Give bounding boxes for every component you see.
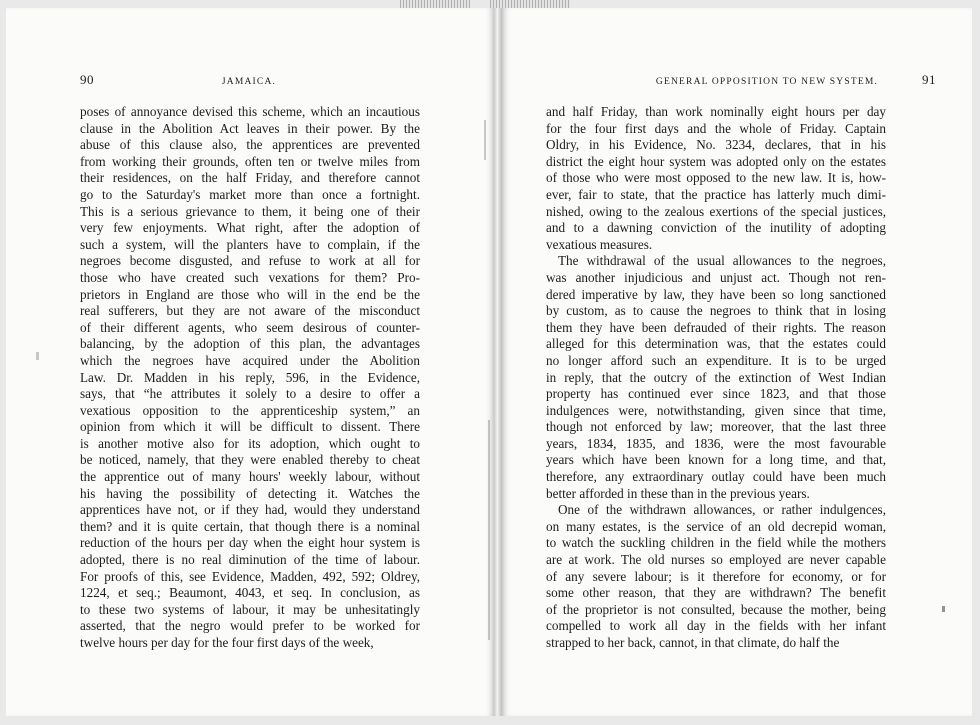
text-line: opinion from which it will be difficult to dissent. There (80, 419, 420, 435)
text-line: some other reason, that they are withdrawn? The benefit (546, 585, 886, 601)
text-line: prietors in England are those who will in the end be the (80, 286, 420, 302)
text-line: For proofs of this, see Evidence, Madden, 492, 592; Oldrey, (80, 568, 420, 584)
text-line: was another injudicious and unjust act. Though not ren- (546, 269, 886, 285)
text-line: alleged for this determination was, that the estates could (546, 336, 886, 352)
scan-speck (484, 120, 486, 160)
text-line: 1224, et seq.; Beaumont, 4043, et seq. In conclusion, as (80, 585, 420, 601)
left-page-body (80, 104, 420, 652)
text-line: real sufferers, but they are not aware of the misconduct (80, 303, 420, 319)
text-line: says, that “he attributes it solely to a desire to offer a (80, 386, 420, 402)
text-line: their residences, on the half Friday, and therefore cannot (80, 170, 420, 186)
text-line: twelve hours per day for the four first days of the week, (80, 635, 374, 650)
text-line: of the proprietor is not consulted, because the mother, being (546, 601, 886, 617)
text-line: clause in the Abolition Act leaves in their power. By the (80, 120, 420, 136)
text-line: Law. Dr. Madden in his reply, 596, in the Evidence, (80, 369, 420, 385)
right-page (502, 8, 972, 716)
left-page-number: 90 (80, 72, 94, 87)
text-line: is another motive also for its adoption, which ought to (80, 435, 420, 451)
scan-speck (36, 352, 39, 360)
book-gutter (494, 8, 502, 716)
text-line: compelled to work all day in the fields with her infant (546, 618, 886, 634)
text-line: them they have been defrauded of their rights. The reason (546, 319, 886, 335)
text-line: on many estates, is the service of an old decrepid woman, (546, 518, 886, 534)
text-line: balancing, by the adoption of this plan, the advantages (80, 336, 420, 352)
text-line: though not enforced by law; moreover, that the last three (546, 419, 886, 435)
text-line: to these two systems of labour, it may be unhesitatingly (80, 601, 420, 617)
text-line: them? and it is quite certain, that though there is a nominal (80, 518, 420, 534)
text-line: the apprentice out of many hours' weekly labour, without (80, 469, 420, 485)
text-line: years, 1834, 1835, and 1836, were the most favourable (546, 435, 886, 451)
right-page-header (596, 72, 936, 88)
right-page-number: 91 (921, 72, 936, 87)
text-line: vexatious measures. (546, 236, 653, 252)
text-line: years which have been known for a long time, and that, (546, 452, 886, 468)
text-line: very few enjoyments. What right, after the adoption of (80, 220, 420, 236)
text-line: go to the Saturday's market more than once a fortnight. (80, 186, 420, 202)
text-line: in reply, that the outcry of the extinction of West Indian (546, 369, 886, 385)
text-line: and to a dawning conviction of the inutility of adopting (546, 220, 886, 236)
text-line: poses of annoyance devised this scheme, which an incautious (80, 104, 420, 119)
text-line: by custom, as to cause the negroes to think that in losing (546, 303, 886, 319)
right-page-body (546, 104, 886, 652)
text-line: dered imperative by law, they have been so long sanctioned (546, 286, 886, 302)
text-line: strapped to her back, cannot, in that climate, do half the (546, 635, 840, 650)
right-running-title: GENERAL OPPOSITION TO NEW SYSTEM. (655, 77, 879, 87)
text-line: and half Friday, than work nominally eight hours per day (546, 104, 886, 119)
text-line: better afforded in these than in the previous years. (546, 485, 810, 501)
text-line: apprentices have not, or if they had, would they understand (80, 502, 420, 518)
text-line: of those who were most opposed to the new law. It is, how- (546, 170, 886, 186)
text-line: indulgences were, notwithstanding, given since that time, (546, 402, 886, 418)
text-line: reduction of the hours per day when the eight hour system is (80, 535, 420, 551)
text-line: such a system, will the planters have to complain, if the (80, 236, 420, 252)
text-line: vexatious opposition to the apprenticeship system,” an (80, 402, 420, 418)
text-line: no longer afford such an expenditure. It is to be urged (546, 352, 886, 368)
text-line: to watch the suckling children in the field while the mothers (546, 535, 886, 551)
text-line: One of the withdrawn allowances, or rather indulgences, (558, 502, 886, 518)
text-line: which the negroes have acquired under the Abolition (80, 352, 420, 368)
text-line: his having the possibility of detecting it. Watches the (80, 485, 420, 501)
left-page-header (80, 72, 420, 88)
scan-speck (488, 420, 490, 640)
text-line: for the four first days and the whole of Friday. Captain (546, 120, 886, 136)
left-page (6, 8, 494, 716)
text-line: of any severe labour; is it therefore for economy, or for (546, 568, 886, 584)
text-line: from working their grounds, often ten or twelve miles from (80, 153, 420, 169)
text-line: are at work. The old nurses so employed are never capable (546, 552, 886, 568)
text-line: The withdrawal of the usual allowances to the negroes, (558, 253, 886, 269)
text-line: district the eight hour system was adopted only on the estates (546, 153, 886, 169)
text-line: be noticed, namely, that they were enabled thereby to cheat (80, 452, 420, 468)
left-running-title: JAMAICA. (221, 77, 277, 87)
text-line: This is a serious grievance to them, it being one of their (80, 203, 420, 219)
text-line: asserted, that the negro would prefer to be worked for (80, 618, 420, 634)
text-line: nished, owing to the zealous exertions of the special justices, (546, 203, 886, 219)
text-line: abuse of this clause also, the apprentices are prevented (80, 137, 420, 153)
text-line: of their different agents, who seem desirous of counter- (80, 319, 420, 335)
text-line: Oldry, in his Evidence, No. 3234, declares, that in his (546, 137, 886, 153)
text-line: property has continued ever since 1823, and that those (546, 386, 886, 402)
text-line: negroes become disgusted, and refuse to work at all for (80, 253, 420, 269)
text-line: ever, fair to state, that the practice has latterly much dimi- (546, 186, 886, 202)
text-line: those who have created such vexations for them? Pro- (80, 269, 420, 285)
text-line: adopted, there is no real diminution of the time of labour. (80, 552, 420, 568)
text-line: therefore, any extraordinary outlay could have been much (546, 469, 886, 485)
scan-speck (942, 606, 945, 612)
